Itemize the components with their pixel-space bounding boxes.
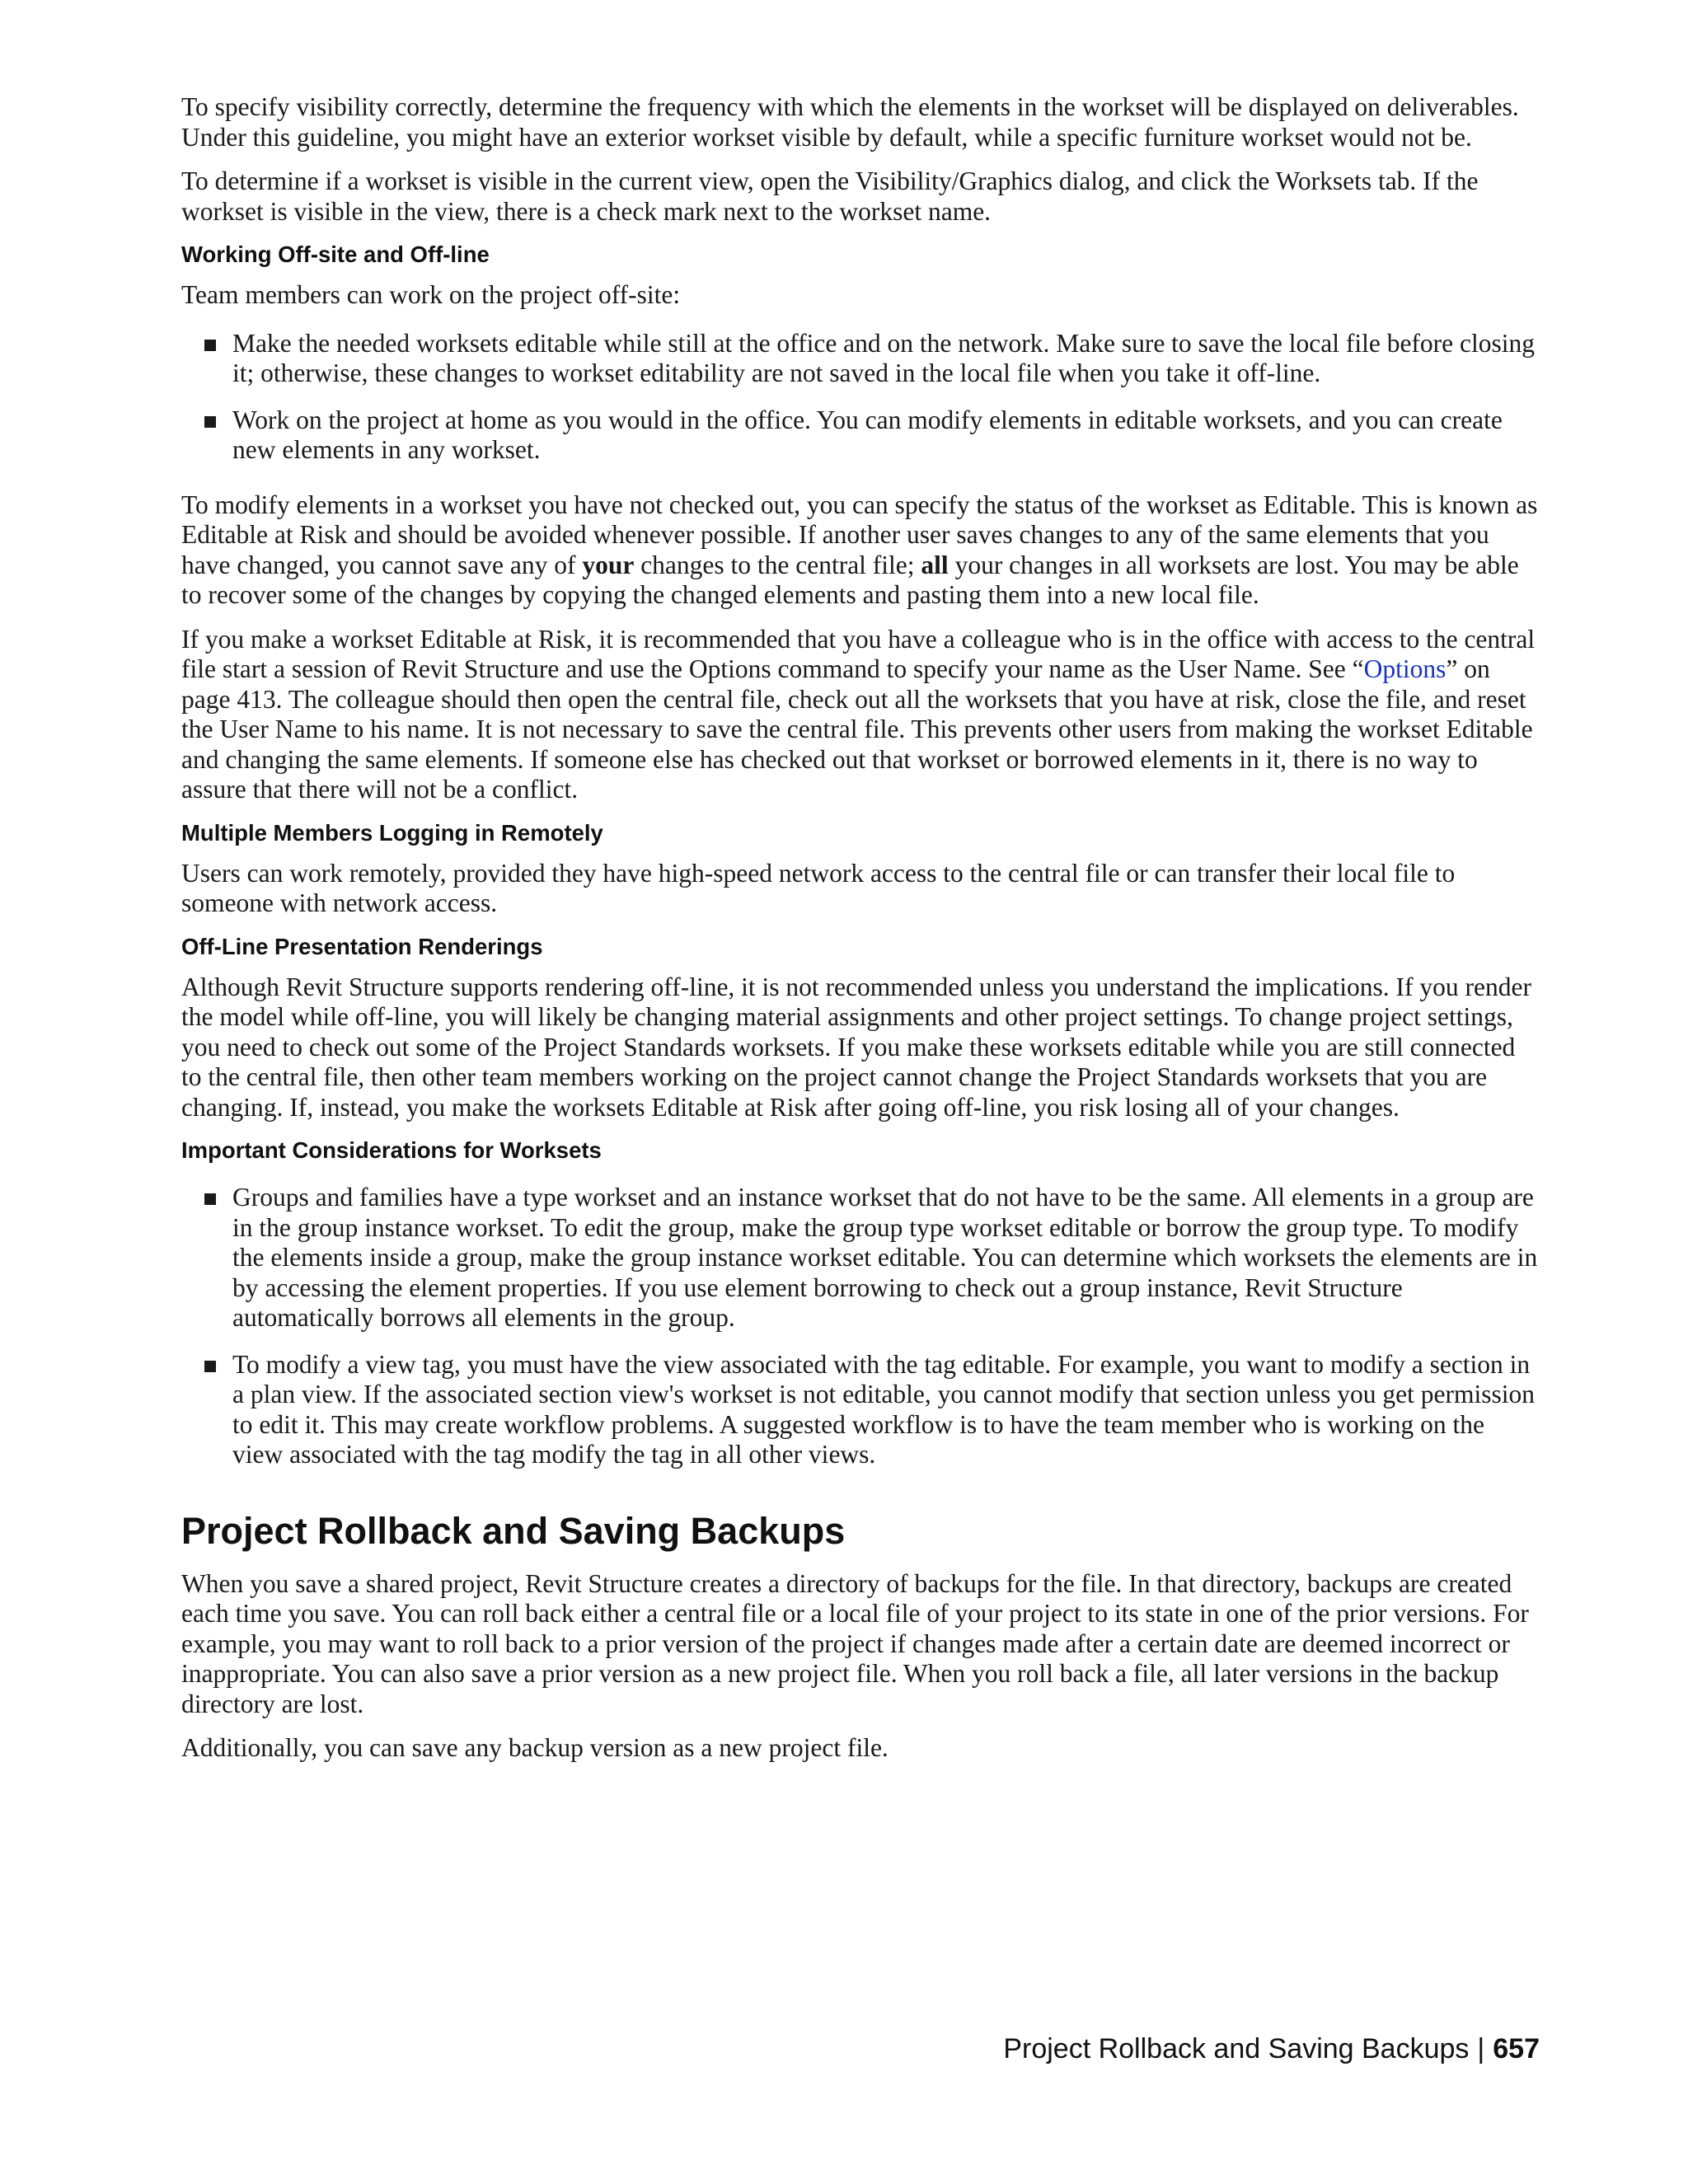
text-run: If you make a workset Editable at Risk, it is recommended that you have a colleague who is in the office with access to the central file start a session of Revit Structure and use the Options command to specify your name as the User Name. See “ xyxy=(181,624,1536,683)
heading-multiple-members: Multiple Members Logging in Remotely xyxy=(181,819,603,846)
list-item-text: Work on the project at home as you would in the office. You can modify elements in editable worksets, and you can create new elements in any workset. xyxy=(232,405,1503,464)
page-footer xyxy=(1003,2032,1540,2065)
list-item-text: Groups and families have a type workset and an instance workset that do not have to be the same. All elements in a group are in the group instance workset. To edit the group, make the group type workset editable or borrow the group type. To modify the elements inside a group, make the group instance workset editable. You can determine which worksets the elements are in by accessing the element properties. If you use element borrowing to check out a group instance, Revit Structure automatically borrows all elements in the group. xyxy=(232,1183,1538,1332)
paragraph-editable-at-risk xyxy=(181,490,1541,611)
paragraph-rollback: When you save a shared project, Revit Structure creates a directory of backups for the file. In that directory, backups are created each time you save. You can roll back either a central file or a local file of your project to its state in one of the prior versions. For example, you may want to roll back to a prior version of the project if changes made after a certain date are deemed incorrect or inappropriate. You can also save a prior version as a new project file. When you roll back a file, all later versions in the backup directory are lost. xyxy=(181,1568,1529,1718)
paragraph-visibility-check: To determine if a workset is visible in the current view, open the Visibility/Graphics dialog, and click the Worksets tab. If the workset is visible in the view, there is a check mark next to the workset name. xyxy=(181,166,1479,226)
list-item-text: Make the needed worksets editable while still at the office and on the network. Make sure to save the local file before closing it; otherwise, these changes to workset editability are not saved in the local file when you take it off-line. xyxy=(232,328,1536,387)
list-item xyxy=(181,329,1541,389)
square-bullet-icon xyxy=(204,1193,216,1205)
bold-text-your: your xyxy=(582,550,635,579)
bold-text-all: all xyxy=(921,550,949,579)
list-item-text: To modify a view tag, you must have the view associated with the tag editable. For example, you want to modify a section in a plan view. If the associated section view's workset is not editable, you cannot modify that section unless you get permission to edit it. This may create workflow problems. A suggested workflow is to have the team member who is working on the view associated with the tag modify the tag in all other views. xyxy=(232,1349,1536,1469)
text-run: To modify elements in a workset you have not checked out, you can specify the status of the workset as Editable. This is known as Editable at Risk and should be avoided whenever possible. If another user saves changes to any of the same elements that you have changed, you cannot save any of xyxy=(181,490,1538,579)
paragraph-visibility: To specify visibility correctly, determine the frequency with which the elements in the workset will be displayed on deliverables. Under this guideline, you might have an exterior workset visible by default, while a specific furniture workset would not be. xyxy=(181,92,1519,152)
list-item xyxy=(181,1350,1541,1470)
text-run: changes to the central file; xyxy=(634,550,921,579)
paragraph-save-backup: Additionally, you can save any backup version as a new project file. xyxy=(181,1733,889,1762)
square-bullet-icon xyxy=(204,1361,216,1372)
paragraph-rendering: Although Revit Structure supports rendering off-line, it is not recommended unless you understand the implications. If you render the model while off-line, you will likely be changing material assignments and other project settings. To change project settings, you need to check out some of the Project Standards worksets. If you make these worksets editable while you are still connected to the central file, then other team members working on the project cannot change the Project Standards worksets that you are changing. If, instead, you make the worksets Editable at Risk after going off-line, you risk losing all of your changes. xyxy=(181,972,1531,1122)
heading-working-offsite: Working Off-site and Off-line xyxy=(181,241,490,267)
heading-important-considerations: Important Considerations for Worksets xyxy=(181,1137,602,1163)
bullet-list-considerations xyxy=(181,1183,1541,1470)
page-number: 657 xyxy=(1493,2033,1540,2064)
paragraph-offsite-intro: Team members can work on the project off-site: xyxy=(181,280,681,309)
list-item xyxy=(181,1183,1541,1333)
square-bullet-icon xyxy=(204,416,216,428)
text-run: your changes in all worksets are lost. You may be able to recover some of the changes by copying the changed elements and pasting them into a new local file. xyxy=(181,550,1519,609)
heading-offline-renderings: Off-Line Presentation Renderings xyxy=(181,933,543,959)
footer-title: Project Rollback and Saving Backups xyxy=(1003,2033,1470,2064)
paragraph-remote: Users can work remotely, provided they have high-speed network access to the central file or can transfer their local file to someone with network access. xyxy=(181,858,1456,917)
square-bullet-icon xyxy=(204,340,216,351)
bullet-list-offsite xyxy=(181,329,1541,466)
text-run: ” on page 413. The colleague should then open the central file, check out all the worksets that you have at risk, close the file, and reset the User Name to his name. It is not necessary to save the central file. This prevents other users from making the workset Editable and changing the same elements. If someone else has checked out that workset or borrowed elements in it, there is no way to assure that there will not be a conflict. xyxy=(181,654,1533,804)
options-link[interactable]: Options xyxy=(1363,654,1447,683)
section-title-rollback: Project Rollback and Saving Backups xyxy=(181,1509,846,1552)
list-item xyxy=(181,405,1541,466)
page-body xyxy=(181,92,1541,1778)
footer-separator: | xyxy=(1477,2033,1485,2064)
paragraph-colleague xyxy=(181,625,1541,805)
